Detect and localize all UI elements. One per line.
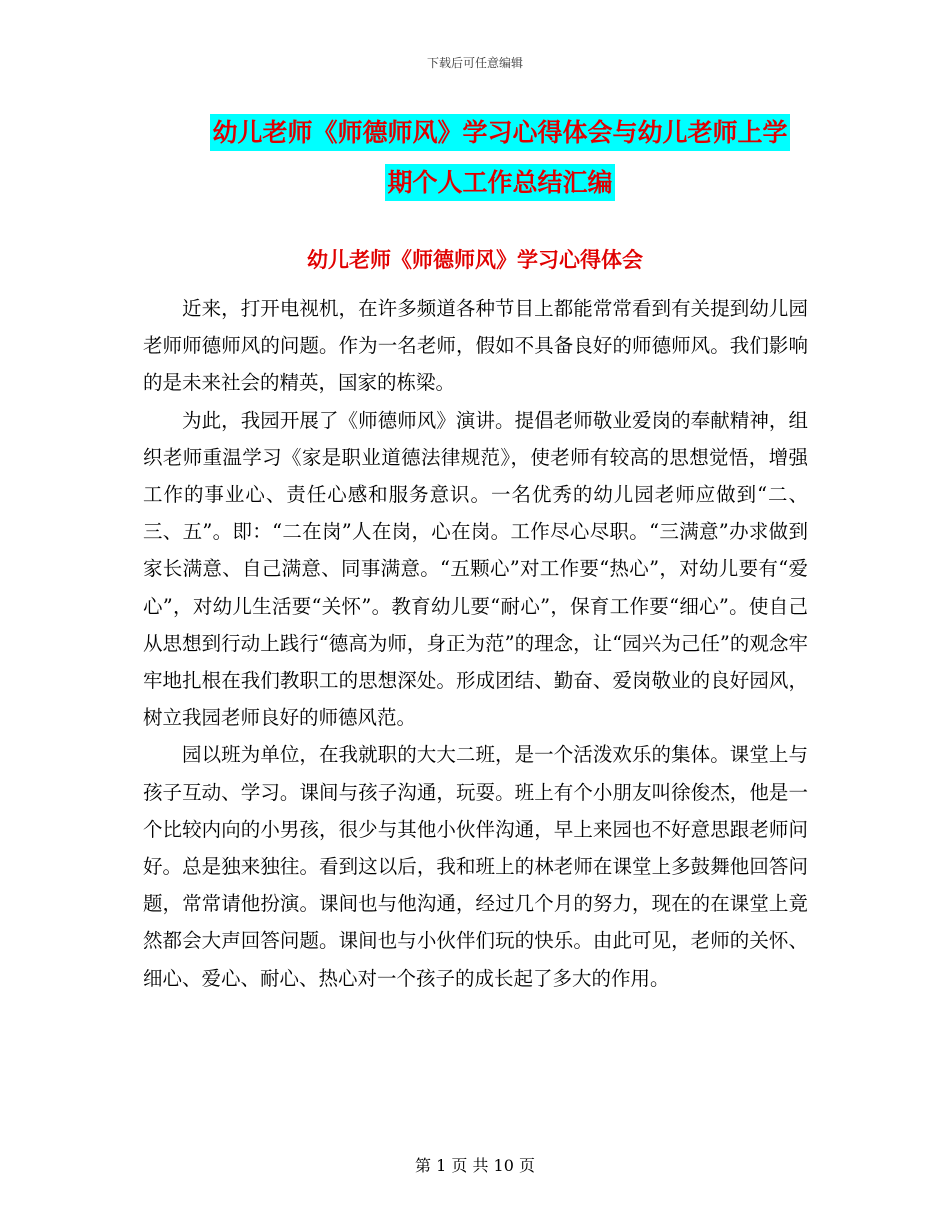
document-title-line2: 期个人工作总结汇编 [385, 164, 614, 201]
document-title [150, 108, 850, 208]
body-text [143, 290, 808, 997]
page-footer: 第 1 页 共 10 页 [415, 1156, 535, 1175]
paragraph: 近来，打开电视机，在许多频道各种节目上都能常常看到有关提到幼儿园老师师德师风的问题。作为一名老师，假如不具备良好的师德师风。我们影响的是未来社会的精英，国家的栋梁。 [143, 297, 808, 395]
paragraph: 园以班为单位，在我就职的大大二班，是一个活泼欢乐的集体。课堂上与孩子互动、学习。课间与孩子沟通，玩耍。班上有个小朋友叫徐俊杰，他是一个比较内向的小男孩，很少与其他小伙伴沟通，早上来园也不好意思跟老师问好。总是独来独往。看到这以后，我和班上的林老师在课堂上多鼓舞他回答问题，常常请他扮演。课间也与他沟通，经过几个月的努力，现在的在课堂上竟然都会大声回答问题。课间也与小伙伴们玩的快乐。由此可见，老师的关怀、细心、爱心、耐心、热心对一个孩子的成长起了多大的作用。 [143, 743, 808, 990]
section-title: 幼儿老师《师德师风》学习心得体会 [307, 247, 643, 272]
header-note: 下载后可任意编辑 [426, 56, 523, 70]
document-title-line1: 幼儿老师《师德师风》学习心得体会与幼儿老师上学 [210, 114, 789, 151]
paragraph: 为此，我园开展了《师德师风》演讲。提倡老师敬业爱岗的奉献精神，组织老师重温学习《家是职业道德法律规范》，使老师有较高的思想觉悟，增强工作的事业心、责任心感和服务意识。一名优秀的幼儿园老师应做到“二、三、五”。即：“二在岗”人在岗，心在岗。工作尽心尽职。“三满意”办求做到家长满意、自己满意、同事满意。“五颗心”对工作要“热心”，对幼儿要有“爱心”，对幼儿生活要“关怀”。教育幼儿要“耐心”，保育工作要“细心”。使自己从思想到行动上践行“德高为师，身正为范”的理念，让“园兴为己任”的观念牢牢地扎根在我们教职工的思想深处。形成团结、勤奋、爱岗敬业的良好园风，树立我园老师良好的师德风范。 [143, 408, 808, 730]
